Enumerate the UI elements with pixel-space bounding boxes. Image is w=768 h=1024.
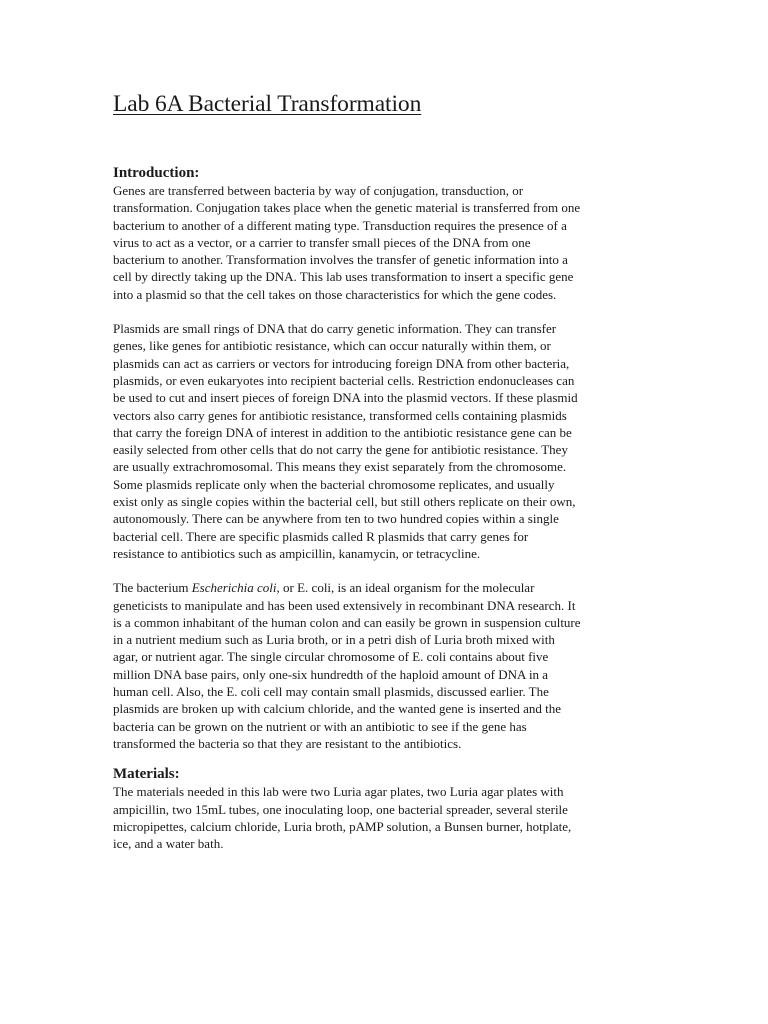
text-line: plasmids, or even eukaryotes into recipient bacterial cells. Restriction endonucleases can: [113, 372, 575, 388]
text-line: are usually extrachromosomal. This means they exist separately from the chromosome.: [113, 459, 567, 475]
text-line: bacteria can be grown on the nutrient or with an antibiotic to see if the gene has: [113, 718, 527, 734]
section-heading-introduction: Introduction:: [113, 165, 200, 181]
text-line: exist only as single copies within the bacterial cell, but still others replicate on their own,: [113, 494, 576, 510]
text-line: be used to cut and insert pieces of foreign DNA into the plasmid vectors. If these plasmid: [113, 390, 578, 406]
text-line: Plasmids are small rings of DNA that do carry genetic information. They can transfer: [113, 321, 557, 337]
text-line: The materials needed in this lab were two Luria agar plates, two Luria agar plates with: [113, 784, 564, 800]
text-line: easily selected from other cells that do not carry the gene for antibiotic resistance. They: [113, 442, 568, 458]
text-line: million DNA base pairs, only one-six hundredth of the haploid amount of DNA in a: [113, 666, 549, 682]
text-line: autonomously. There can be anywhere from ten to two hundred copies within a single: [113, 511, 559, 527]
document-title: Lab 6A Bacterial Transformation: [113, 91, 422, 117]
text-line: ampicillin, two 15mL tubes, one inoculating loop, one bacterial spreader, several sterile: [113, 801, 568, 817]
text-line: bacterial cell. There are specific plasmids called R plasmids that carry genes for: [113, 528, 529, 544]
paragraph-materials: [113, 783, 673, 852]
text-line: genes, like genes for antibiotic resistance, which can occur naturally within them, or: [113, 338, 551, 354]
text-line: resistance to antibiotics such as ampicillin, kanamycin, or tetracycline.: [113, 545, 481, 561]
text-run: , or E. coli, is an ideal organism for the molecular: [276, 580, 535, 596]
paragraph-e-coli: [113, 579, 673, 752]
text-line: bacterium to another of a different mating type. Transduction requires the presence of a: [113, 217, 567, 233]
section-heading-materials: Materials:: [113, 766, 180, 783]
text-run: The bacterium: [113, 580, 192, 596]
text-line: agar, or nutrient agar. The single circular chromosome of E. coli contains about five: [113, 649, 549, 665]
text-line: transformed the bacteria so that they are resistant to the antibiotics.: [113, 735, 462, 751]
paragraph-plasmids: [113, 320, 673, 562]
scientific-name: Escherichia coli: [191, 580, 277, 596]
text-line: cell by directly taking up the DNA. This lab uses transformation to insert a specific gene: [113, 269, 574, 285]
text-line: plasmids are broken up with calcium chloride, and the wanted gene is inserted and the: [113, 701, 561, 717]
text-line: bacterium to another. Transformation involves the transfer of genetic information into a: [113, 252, 568, 268]
text-line: geneticists to manipulate and has been used extensively in recombinant DNA research. It: [113, 597, 576, 613]
text-line: that carry the foreign DNA of interest in addition to the antibiotic resistance gene can be: [113, 424, 572, 440]
text-line: into a plasmid so that the cell takes on those characteristics for which the gene codes.: [113, 286, 557, 302]
text-line: Some plasmids replicate only when the bacterial chromosome replicates, and usually: [113, 476, 555, 492]
text-line: transformation. Conjugation takes place when the genetic material is transferred from one: [113, 200, 581, 216]
text-line: ice, and a water bath.: [113, 836, 224, 852]
text-line: plasmids can act as carriers or vectors for introducing foreign DNA from other bacteria,: [113, 355, 570, 371]
text-line: virus to act as a vector, or a carrier to transfer small pieces of the DNA from one: [113, 234, 531, 250]
text-line: is a common inhabitant of the human colon and can easily be grown in suspension culture: [113, 614, 581, 630]
text-line: human cell. Also, the E. coli cell may contain small plasmids, discussed earlier. The: [113, 684, 549, 700]
text-line: [113, 579, 673, 596]
text-line: micropipettes, calcium chloride, Luria broth, pAMP solution, a Bunsen burner, hotplate,: [113, 818, 572, 834]
paragraph-intro-gene-transfer: [113, 182, 673, 303]
text-line: in a nutrient medium such as Luria broth, or in a petri dish of Luria broth mixed with: [113, 632, 555, 648]
text-line: vectors also carry genes for antibiotic resistance, transformed cells containing plasmids: [113, 407, 567, 423]
document-body: [113, 164, 673, 852]
text-line: Genes are transferred between bacteria by way of conjugation, transduction, or: [113, 183, 524, 198]
